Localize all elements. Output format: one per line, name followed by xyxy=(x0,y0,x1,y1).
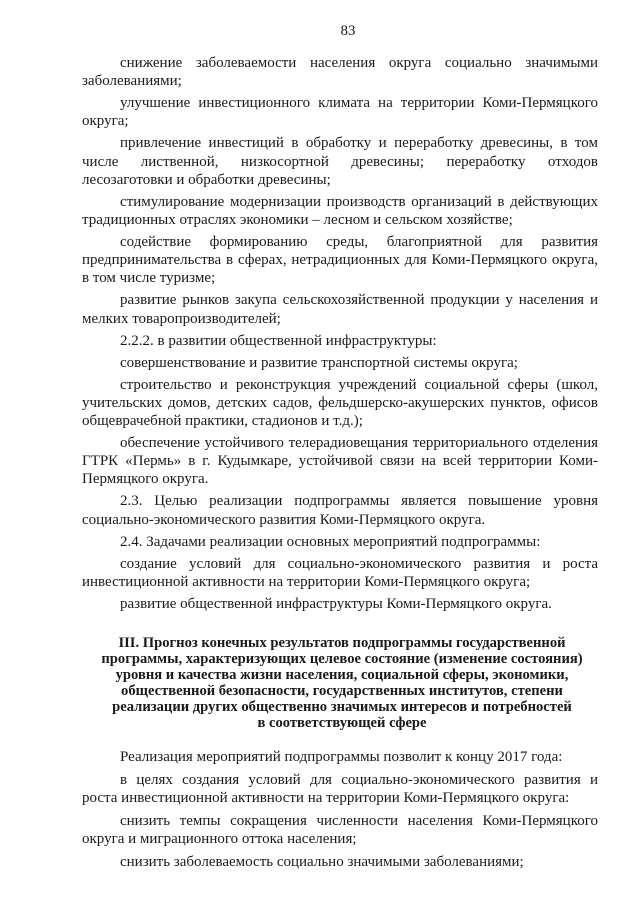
paragraph: снижение заболеваемости населения округа социально значимыми заболеваниями; xyxy=(82,55,598,90)
section-heading xyxy=(82,636,598,731)
section-heading-line: III. Прогноз конечных результатов подпрограммы государственной xyxy=(118,635,566,652)
paragraph: стимулирование модернизации производств организаций в действующих традиционных отраслях экономики – лесном и сельском хозяйстве; xyxy=(82,193,598,229)
paragraph: обеспечение устойчивого телерадиовещания территориального отделения ГТРК «Пермь» в г. Кудымкаре, устойчивой связи на всей территории Коми-Пермяцкого округа. xyxy=(82,435,598,488)
paragraph: 2.2.2. в развитии общественной инфраструктуры: xyxy=(120,332,437,349)
section-heading-line: программы, характеризующих целевое состояние (изменение состояния) xyxy=(101,650,583,667)
paragraph: развитие общественной инфраструктуры Коми-Пермяцкого округа. xyxy=(120,595,552,612)
paragraph: снизить темпы сокращения численности населения Коми-Пермяцкого округа и миграционного оттока населения; xyxy=(82,812,598,848)
paragraph: в целях создания условий для социально-экономического развития и роста инвестиционной активности на территории Коми-Пермяцкого округа: xyxy=(82,772,598,807)
page-number: 83 xyxy=(340,23,356,39)
paragraph: совершенствование и развитие транспортной системы округа; xyxy=(120,354,518,371)
paragraph: 2.3. Целью реализации подпрограммы является повышение уровня социально-экономического развития Коми-Пермяцкого округа. xyxy=(82,493,598,528)
paragraph: привлечение инвестиций в обработку и переработку древесины, в том числе лиственной, низкосортной древесины; переработку отходов лесозаготовки и обработки древесины; xyxy=(82,135,598,188)
text-block-bottom xyxy=(82,748,598,870)
text-block-top xyxy=(82,54,598,613)
paragraph: 2.4. Задачами реализации основных мероприятий подпрограммы: xyxy=(120,533,541,550)
paragraph: создание условий для социально-экономического развития и роста инвестиционной активности на территории Коми-Пермяцкого округа; xyxy=(82,555,598,590)
paragraph: строительство и реконструкция учреждений социальной сферы (школ, учительских домов, детских садов, фельдшерско-акушерских пунктов, офисов общеврачебной практики, стадионов и т.д.); xyxy=(82,376,598,430)
paragraph: снизить заболеваемость социально значимыми заболеваниями; xyxy=(120,853,524,870)
section-heading-line: реализации других общественно значимых интересов и потребностей xyxy=(112,698,572,715)
paragraph: содействие формированию среды, благоприятной для развития предпринимательства в сферах, нетрадиционных для Коми-Пермяцкого округа, в том числе туризме; xyxy=(82,234,598,287)
paragraph: развитие рынков закупа сельскохозяйственной продукции у населения и мелких товаропроизводителей; xyxy=(82,292,598,327)
paragraph: улучшение инвестиционного климата на территории Коми-Пермяцкого округа; xyxy=(82,95,598,130)
section-heading-line: общественной безопасности, государственных институтов, степени xyxy=(121,682,563,699)
section-heading-line: в соответствующей сфере xyxy=(257,714,427,731)
section-heading-line: уровня и качества жизни населения, социальной сферы, экономики, xyxy=(115,666,569,683)
paragraph: Реализация мероприятий подпрограммы позволит к концу 2017 года: xyxy=(120,749,563,766)
